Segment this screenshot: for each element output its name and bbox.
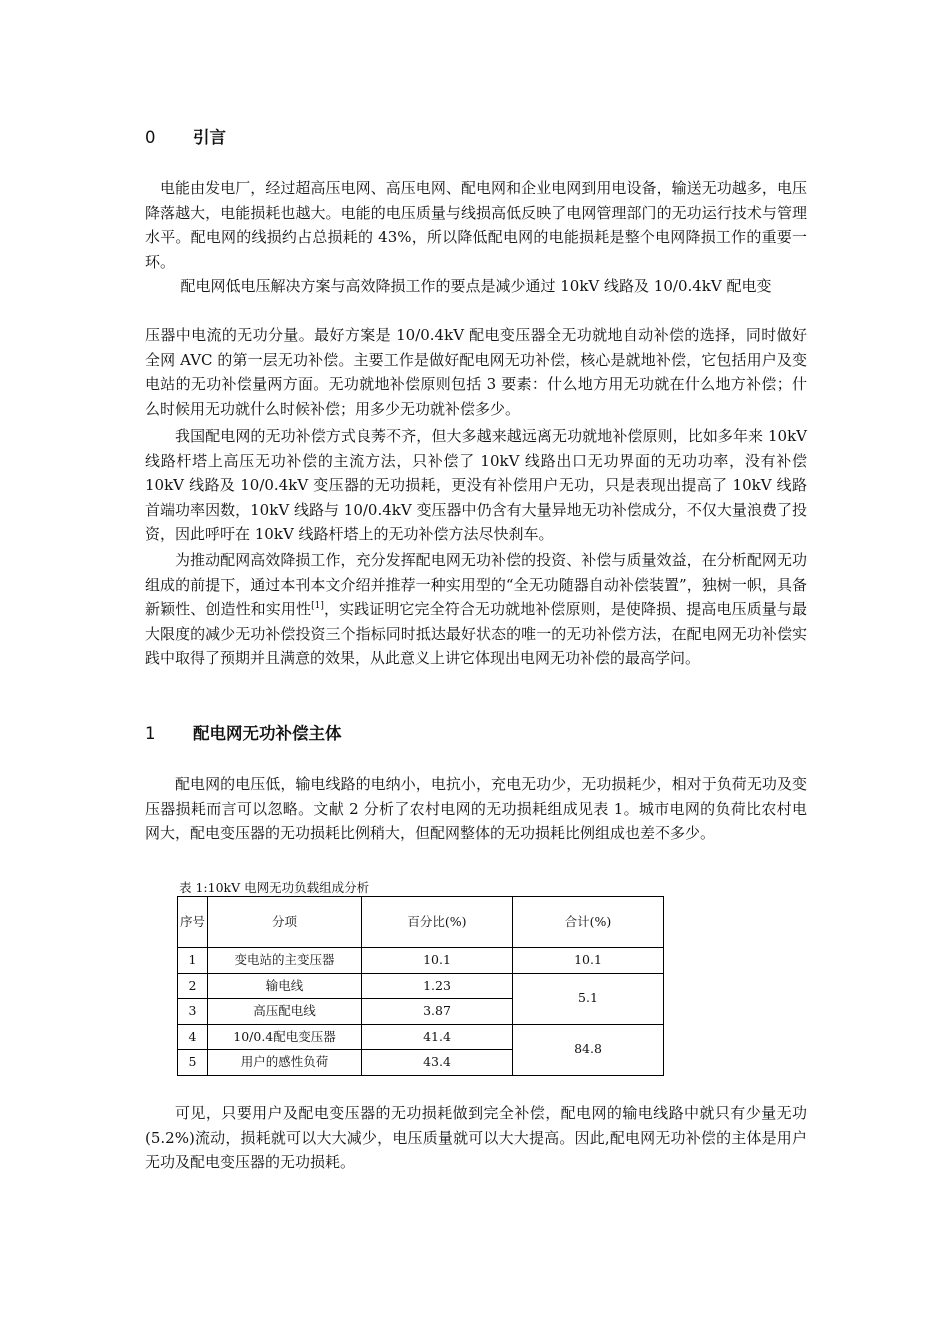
table-cell: 1.23 [362, 973, 513, 999]
table-cell: 变电站的主变压器 [208, 948, 362, 974]
table-row [178, 973, 664, 999]
header-cell: 序号 [178, 897, 208, 948]
paragraph: 配电网的电压低，输电线路的电纳小，电抗小，充电无功少，无功损耗少，相对于负荷无功及变压器损耗而言可以忽略。文献 2 分析了农村电网的无功损耗组成见表 1。城市电网的负荷比农村电网大，配电变压器的无功损耗比例稍大，但配网整体的无功损耗比例组成也差不多少。 [145, 775, 807, 842]
header-cell: 分项 [208, 897, 362, 948]
paragraph: 可见，只要用户及配电变压器的无功损耗做到完全补偿，配电网的输电线路中就只有少量无功(5.2%)流动，损耗就可以大大减少，电压质量就可以大大提高。因此,配电网无功补偿的主体是用户无功及配电变压器的无功损耗。 [145, 1104, 807, 1171]
section-number: 1 [145, 724, 156, 743]
table-cell: 84.8 [513, 1024, 664, 1075]
table-cell: 10.1 [513, 948, 664, 974]
table-cell: 输电线 [208, 973, 362, 999]
paragraph-text: ，实践证明它完全符合无功就地补偿原则，是使降损、提高电压质量与最大限度的减少无功补偿投资三个指标同时抵达最好状态的唯一的无功补偿方法，在配电网无功补偿实践中取得了预期并且满意的效果，从此意义上讲它体现出电网无功补偿的最高学问。 [145, 600, 807, 667]
header-cell: 合计(%) [513, 897, 664, 948]
table-cell: 2 [178, 973, 208, 999]
citation: [1] [311, 601, 324, 611]
section-heading [145, 722, 342, 747]
table-cell: 5 [178, 1050, 208, 1076]
section-title: 引言 [193, 128, 226, 147]
paragraph [145, 548, 807, 671]
section-number: 0 [145, 128, 156, 147]
table-row [178, 948, 664, 974]
table-cell: 41.4 [362, 1024, 513, 1050]
table-caption: 表 1:10kV 电网无功负载组成分析 [179, 880, 370, 895]
section-title: 配电网无功补偿主体 [193, 724, 342, 743]
table-cell: 高压配电线 [208, 999, 362, 1025]
paragraph: 我国配电网的无功补偿方式良莠不齐，但大多越来越远离无功就地补偿原则，比如多年来 10kV 线路杆塔上高压无功补偿的主流方法，只补偿了 10kV 线路出口无功界面的无功功率，没有补偿 10kV 线路及 10/0.4kV 变压器的无功损耗，更没有补偿用户无功，只是表现出提高了 10kV 线路首端功率因数，10kV 线路与 10/0.4kV 变压器中仍含有大量异地无功补偿成分，不仅大量浪费了投资，因此呼吁在 10kV 线路杆塔上的无功补偿方法尽快刹车。 [145, 427, 807, 543]
table-cell: 3.87 [362, 999, 513, 1025]
section-heading [145, 126, 226, 151]
paragraph: 电能由发电厂，经过超高压电网、高压电网、配电网和企业电网到用电设备，输送无功越多，电压降落越大，电能损耗也越大。电能的电压质量与线损高低反映了电网管理部门的无功运行技术与管理水平。配电网的线损约占总损耗的 43%，所以降低配电网的电能损耗是整个电网降损工作的重要一环。 [145, 179, 807, 271]
table-cell: 5.1 [513, 973, 664, 1024]
paragraph: 配电网低电压解决方案与高效降损工作的要点是减少通过 10kV 线路及 10/0.4kV 配电变 [180, 277, 772, 295]
paragraph: 压器中电流的无功分量。最好方案是 10/0.4kV 配电变压器全无功就地自动补偿的选择，同时做好全网 AVC 的第一层无功补偿。主要工作是做好配电网无功补偿，核心是就地补偿，它包括用户及变电站的无功补偿量两方面。无功就地补偿原则包括 3 要素：什么地方用无功就在什么地方补偿；什么时候用无功就什么时候补偿；用多少无功就补偿多少。 [145, 326, 807, 418]
table-header-row [178, 897, 664, 948]
paragraph-text: 为推动配网高效降损工作，充分发挥配电网无功补偿的投资、补偿与质量效益，在分析配网无功组成的前提下，通过本刊本文介绍并推荐一种实用型的“全无功随器自动补偿装置”，独树一帜，具备新颖性、创造性和实用性 [145, 551, 807, 618]
table-cell: 用户的感性负荷 [208, 1050, 362, 1076]
table-cell: 10.1 [362, 948, 513, 974]
data-table [177, 896, 664, 1076]
table-cell: 1 [178, 948, 208, 974]
table-cell: 10/0.4配电变压器 [208, 1024, 362, 1050]
table-cell: 43.4 [362, 1050, 513, 1076]
table-cell: 4 [178, 1024, 208, 1050]
header-cell: 百分比(%) [362, 897, 513, 948]
table-row [178, 1024, 664, 1050]
table-cell: 3 [178, 999, 208, 1025]
